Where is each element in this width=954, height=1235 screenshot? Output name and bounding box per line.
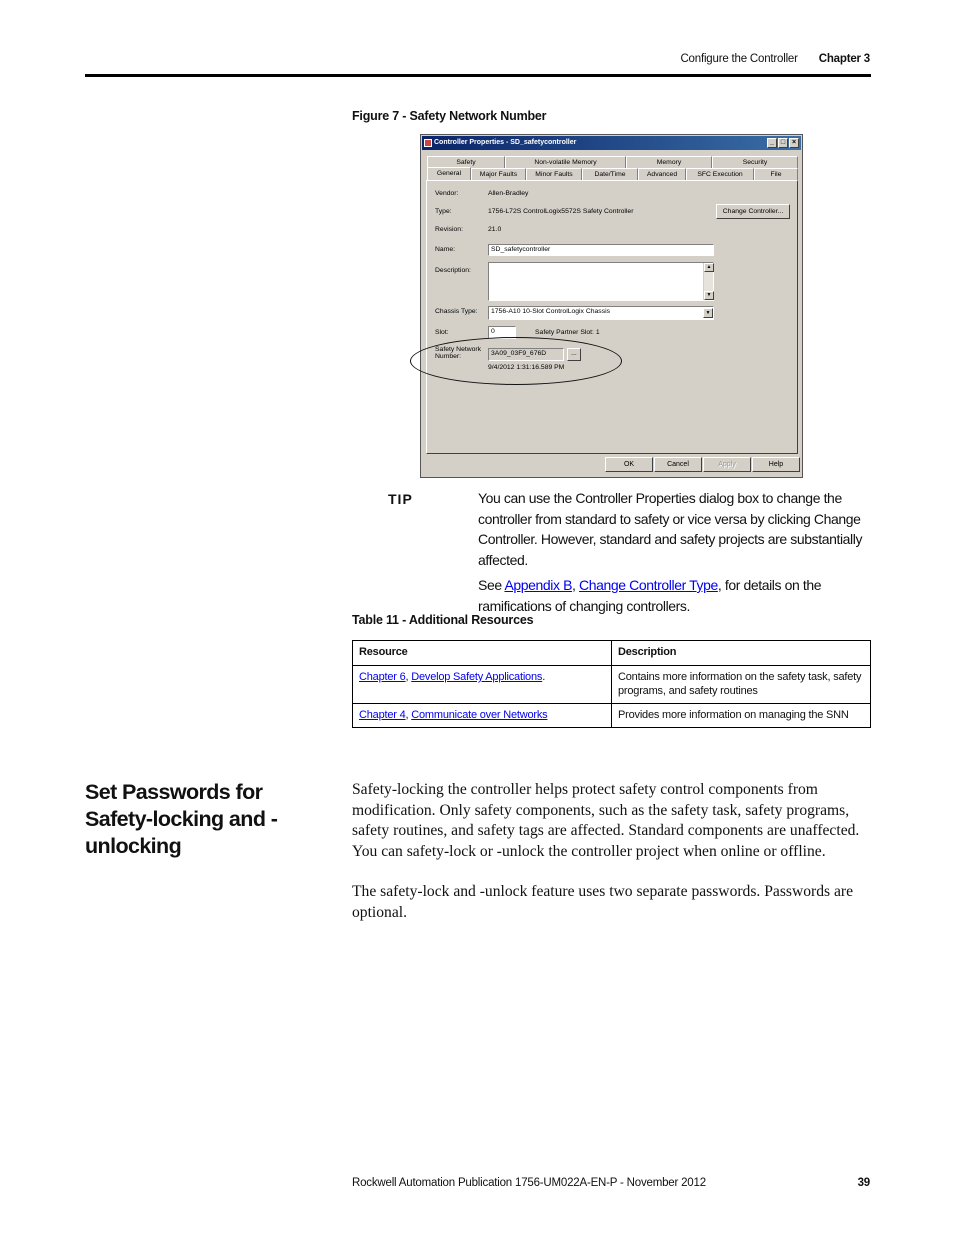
- app-icon: [424, 139, 432, 147]
- chapter-6-link[interactable]: Chapter 6: [359, 671, 406, 683]
- snn-timestamp: 9/4/2012 1:31:16.589 PM: [488, 364, 565, 371]
- tab-advanced[interactable]: Advanced: [638, 168, 686, 180]
- table-row: [353, 666, 871, 704]
- additional-resources-table: [352, 640, 871, 728]
- tab-file[interactable]: File: [754, 168, 798, 180]
- vendor-label: Vendor:: [435, 190, 459, 197]
- resource-cell: [353, 704, 612, 728]
- table-row: [353, 704, 871, 728]
- resource-cell: [353, 666, 612, 704]
- dialog-buttons: [421, 457, 802, 473]
- section-heading: Set Passwords for Safety-locking and -unlocking: [85, 780, 278, 858]
- vendor-value: Allen-Bradley: [488, 190, 529, 197]
- develop-safety-applications-link[interactable]: Develop Safety Applications: [411, 671, 543, 683]
- table-caption: Table 11 - Additional Resources: [352, 613, 534, 627]
- description-field[interactable]: [488, 262, 714, 301]
- scroll-up-icon[interactable]: ▲: [704, 263, 714, 272]
- tab-row-1: [427, 156, 798, 168]
- minimize-icon[interactable]: _: [767, 138, 777, 148]
- publication-info: Rockwell Automation Publication 1756-UM022A-EN-P - November 2012: [352, 1177, 706, 1189]
- controller-properties-dialog: [420, 134, 803, 478]
- header-section: Configure the Controller: [680, 53, 798, 65]
- general-tab-panel: [426, 180, 798, 454]
- maximize-icon[interactable]: □: [778, 138, 788, 148]
- tab-memory[interactable]: Memory: [626, 156, 712, 168]
- col-description: Description: [612, 641, 871, 666]
- tab-minor-faults[interactable]: Minor Faults: [526, 168, 582, 180]
- resource-separator: ,: [405, 709, 412, 721]
- table-header-row: [353, 641, 871, 666]
- tip-label: TIP: [388, 491, 413, 507]
- scroll-down-icon[interactable]: ▼: [704, 291, 714, 300]
- header-rule: [85, 74, 871, 77]
- slot-label: Slot:: [435, 329, 449, 336]
- tab-safety[interactable]: Safety: [427, 156, 505, 168]
- snn-highlight-ellipse: [410, 337, 622, 385]
- body-paragraph-2: The safety-lock and -unlock feature uses two separate passwords. Passwords are optional.: [352, 883, 854, 921]
- snn-label-line1: Safety Network: [435, 346, 482, 353]
- slot-stepper[interactable]: 0: [488, 326, 516, 339]
- tip-see-rest: , for details on the ramifications of changing controllers.: [478, 577, 822, 614]
- tip-text: [478, 488, 873, 616]
- tab-non-volatile-memory[interactable]: Non-volatile Memory: [505, 156, 626, 168]
- tab-general[interactable]: General: [427, 167, 471, 180]
- running-header: [680, 53, 870, 65]
- communicate-over-networks-link[interactable]: Communicate over Networks: [411, 709, 548, 721]
- snn-edit-button[interactable]: ...: [567, 348, 581, 361]
- revision-label: Revision:: [435, 226, 463, 233]
- resource-end: .: [542, 671, 546, 683]
- resource-separator: ,: [405, 671, 412, 683]
- tab-major-faults[interactable]: Major Faults: [471, 168, 526, 180]
- cancel-button[interactable]: Cancel: [654, 457, 702, 472]
- dialog-title-bar: [422, 136, 801, 150]
- appendix-b-link[interactable]: Appendix B: [504, 577, 573, 593]
- chassis-type-select[interactable]: 1756-A10 10-Slot ControlLogix Chassis: [488, 306, 714, 320]
- dialog-title: Controller Properties - SD_safetycontroller: [434, 139, 577, 146]
- tab-security[interactable]: Security: [712, 156, 798, 168]
- tab-date-time[interactable]: Date/Time: [582, 168, 638, 180]
- description-label: Description:: [435, 267, 471, 274]
- tip-paragraph-2: [478, 575, 873, 616]
- tip-separator: ,: [572, 577, 580, 593]
- type-label: Type:: [435, 208, 452, 215]
- tip-paragraph-1: You can use the Controller Properties dialog box to change the controller from standard to safety or vice versa by clicking Change Controller. However, standard and safety projects are substantially affected.: [478, 490, 863, 568]
- tip-see: See: [478, 577, 505, 593]
- change-controller-button[interactable]: Change Controller...: [716, 204, 790, 219]
- section-body: [352, 780, 874, 923]
- header-chapter: Chapter 3: [818, 53, 870, 65]
- name-label: Name:: [435, 246, 456, 253]
- name-field[interactable]: SD_safetycontroller: [488, 244, 714, 256]
- col-resource: Resource: [353, 641, 612, 666]
- ok-button[interactable]: OK: [605, 457, 653, 472]
- snn-field: 3A09_03F9_676D: [488, 348, 564, 361]
- revision-value: 21.0: [488, 226, 502, 233]
- body-paragraph-1: Safety-locking the controller helps protect safety control components from modification. Only safety components, such as the safety task, safety programs, safety routines, and safety tags are affected. Standard components are unaffected. You can safety-lock or -unlock the controller project when online or offline.: [352, 781, 860, 860]
- tab-sfc-execution[interactable]: SFC Execution: [686, 168, 754, 180]
- tab-row-2: [427, 168, 798, 180]
- page-number: 39: [857, 1177, 870, 1189]
- description-scrollbar[interactable]: [703, 263, 713, 300]
- chapter-4-link[interactable]: Chapter 4: [359, 709, 406, 721]
- apply-button: Apply: [703, 457, 751, 472]
- type-value: 1756-L72S ControlLogix5572S Safety Controller: [488, 208, 634, 215]
- help-button[interactable]: Help: [752, 457, 800, 472]
- chevron-down-icon[interactable]: ▼: [703, 308, 713, 318]
- description-cell: Provides more information on managing the SNN: [612, 704, 871, 728]
- description-cell: Contains more information on the safety task, safety programs, and safety routines: [612, 666, 871, 704]
- safety-partner-slot: Safety Partner Slot: 1: [535, 329, 600, 336]
- close-icon[interactable]: ×: [789, 138, 799, 148]
- figure-caption: Figure 7 - Safety Network Number: [352, 109, 547, 123]
- change-controller-type-link[interactable]: Change Controller Type: [579, 577, 718, 593]
- snn-label-line2: Number:: [435, 353, 462, 360]
- chassis-type-label: Chassis Type:: [435, 308, 478, 315]
